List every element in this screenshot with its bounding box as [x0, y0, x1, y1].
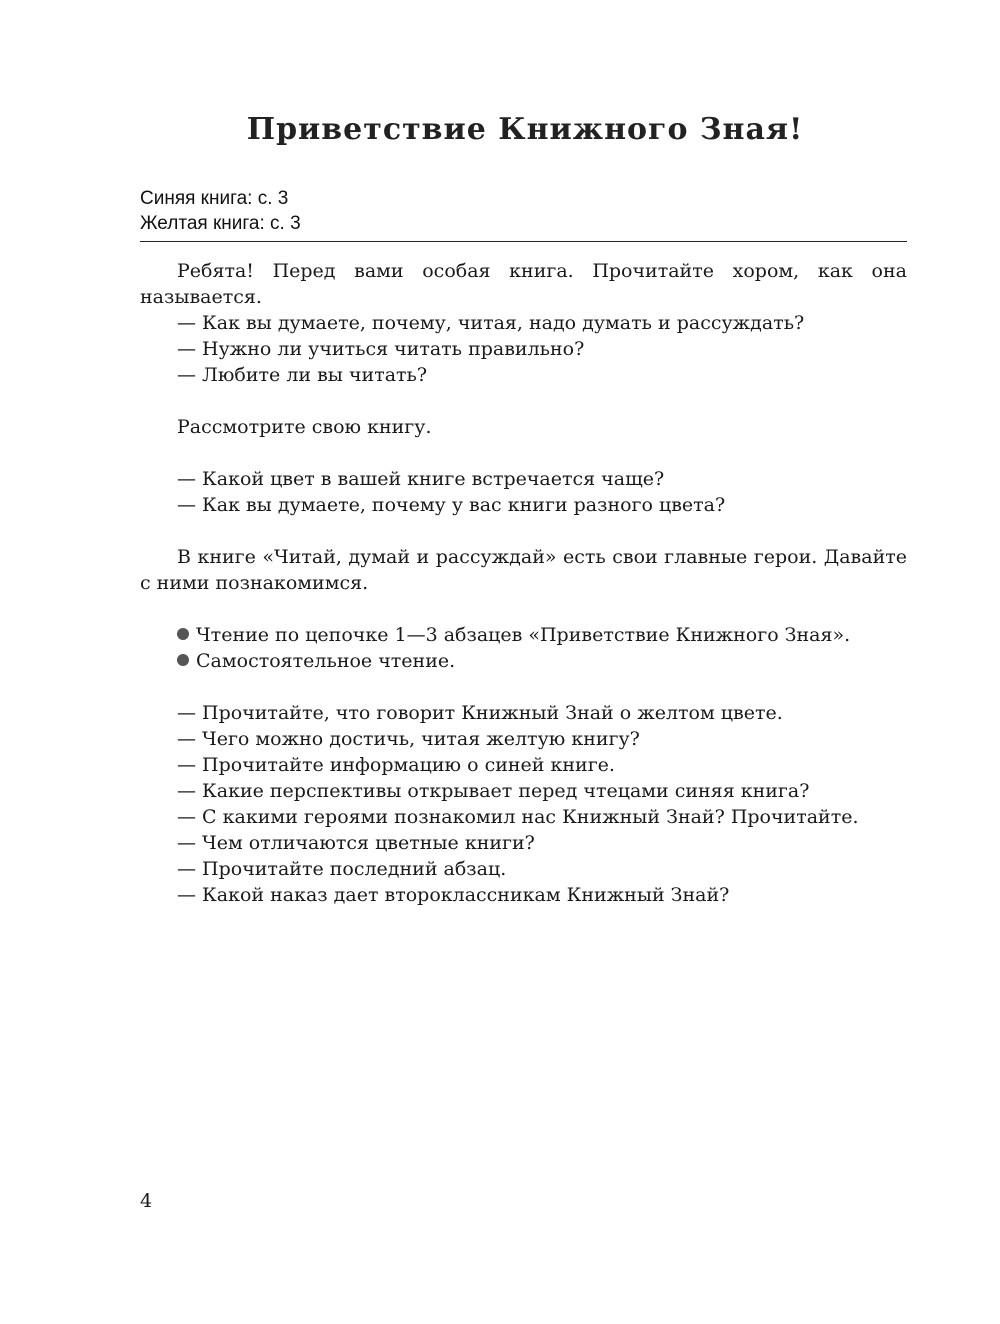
intro-question: — Как вы думаете, почему, читая, надо думать и рассуждать?: [177, 312, 805, 334]
yellow-book-ref: Желтая книга: с. 3: [140, 213, 301, 234]
blue-book-ref: Синяя книга: с. 3: [140, 188, 289, 209]
final-question: — Прочитайте информацию о синей книге.: [177, 754, 615, 776]
color-question: — Какой цвет в вашей книге встречается чаще?: [177, 468, 665, 490]
bullet-text: Чтение по цепочке 1—3 абзацев «Приветствие Книжного Зная».: [196, 624, 851, 646]
examine-paragraph: Рассмотрите свою книгу.: [177, 416, 432, 438]
intro-paragraph: Ребята! Перед вами особая книга. Прочитайте хором, как она называется.: [140, 260, 907, 308]
book-references: [140, 186, 301, 236]
spacer: [140, 440, 907, 466]
bullet-item: [140, 648, 907, 674]
final-question: — Какой наказ дает второклассникам Книжный Знай?: [177, 884, 730, 906]
bullet-dot-icon: [177, 654, 189, 666]
header-divider: [140, 241, 907, 242]
color-question: — Как вы думаете, почему у вас книги разного цвета?: [177, 494, 726, 516]
final-question: — Прочитайте последний абзац.: [177, 858, 507, 880]
final-question: — С какими героями познакомил нас Книжный Знай? Прочитайте.: [177, 806, 859, 828]
spacer: [140, 674, 907, 700]
page-content: [140, 258, 907, 908]
bullet-dot-icon: [177, 628, 189, 640]
heroes-paragraph: В книге «Читай, думай и рассуждай» есть свои главные герои. Давайте с ними познакомимся.: [140, 546, 907, 594]
intro-question: — Нужно ли учиться читать правильно?: [177, 338, 585, 360]
page-number: 4: [140, 1190, 153, 1212]
page-title: Приветствие Книжного Зная!: [246, 112, 804, 147]
final-question: — Прочитайте, что говорит Книжный Знай о желтом цвете.: [177, 702, 783, 724]
final-question: — Какие перспективы открывает перед чтецами синяя книга?: [177, 780, 810, 802]
intro-question: — Любите ли вы читать?: [177, 364, 428, 386]
spacer: [140, 596, 907, 622]
final-question: — Чего можно достичь, читая желтую книгу?: [177, 728, 640, 750]
spacer: [140, 518, 907, 544]
spacer: [140, 388, 907, 414]
final-question: — Чем отличаются цветные книги?: [177, 832, 535, 854]
bullet-item: [140, 622, 907, 648]
bullet-text: Самостоятельное чтение.: [196, 650, 456, 672]
